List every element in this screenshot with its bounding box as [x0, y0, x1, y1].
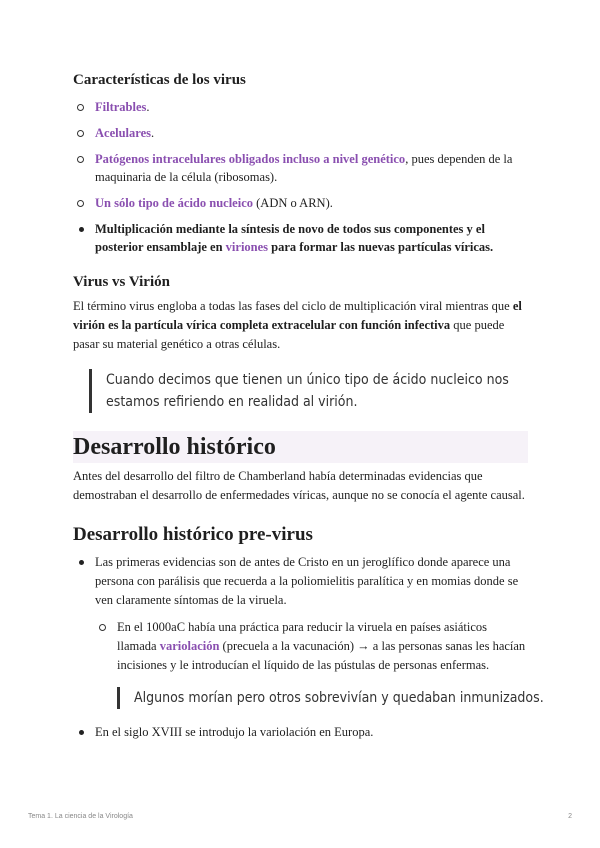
item-bold-text: para formar las nuevas partículas víricas.: [268, 240, 494, 254]
list-item: [73, 723, 528, 742]
item-bold-text: Multiplicación mediante la síntesis de novo de todos sus componentes y el posterior ensamblaje en: [95, 222, 485, 254]
section-title-pre-virus: Desarrollo histórico pre-virus: [73, 524, 313, 545]
para-bold-text: el virión es la partícula vírica completa extracelular con función infectiva: [73, 299, 522, 332]
section-title-caracteristicas: Características de los virus: [73, 72, 246, 88]
item-text: (precuela a la vacunación) → a las personas sanas les hacían incisiones y le introducían el líquido de las pústulas de personas enfermas.: [117, 639, 526, 672]
highlight-term: Filtrables: [95, 100, 147, 114]
page-footer: [28, 813, 572, 820]
list-item: [73, 150, 528, 186]
highlight-term: Un sólo tipo de ácido nucleico: [95, 196, 253, 210]
blockquote-virion: Cuando decimos que tienen un único tipo de ácido nucleico nos estamos refiriendo en realidad al virión.: [89, 369, 516, 413]
highlight-term: viriones: [225, 240, 269, 254]
footer-title: Tema 1. La ciencia de la Virología: [28, 813, 133, 820]
list-item: [73, 98, 528, 116]
highlight-term: Patógenos intracelulares obligados incluso a nivel genético: [95, 152, 406, 166]
item-text: .: [146, 100, 150, 114]
list-item: [73, 220, 528, 256]
item-text: (ADN o ARN).: [253, 196, 333, 210]
item-text: En el 1000aC había una práctica para reducir la viruela en países asiáticos llamada: [117, 620, 487, 653]
paragraph-desarrollo: Antes del desarrollo del filtro de Chamberland había determinadas evidencias que demostraban el desarrollo de enfermedades víricas, aunque no se conocía el agente causal.: [73, 469, 525, 502]
para-text: que puede pasar su material genético a otras células.: [73, 318, 505, 351]
list-item: [95, 618, 528, 675]
blockquote-variolacion: Algunos morían pero otros sobrevivían y quedaban inmunizados.: [117, 687, 528, 709]
item-text: .: [151, 126, 155, 140]
sub-list: [95, 618, 528, 675]
para-text: El término virus engloba a todas las fases del ciclo de multiplicación viral mientras que: [73, 299, 513, 313]
section-title-virus-vs-virion: Virus vs Virión: [73, 274, 170, 290]
item-text: En el siglo XVIII se introdujo la variolación en Europa.: [95, 725, 374, 739]
pre-virus-list: [73, 553, 544, 742]
list-item: [73, 553, 544, 709]
item-text: Las primeras evidencias son de antes de Cristo en un jeroglífico donde aparece una persona con parálisis que recuerda a la poliomielitis paralítica y en momias donde se ven claramente síntomas de la viruela.: [95, 555, 519, 607]
item-text: , pues dependen de la maquinaria de la célula (ribosomas).: [95, 152, 513, 184]
paragraph-virion: [73, 297, 528, 354]
highlight-term: Acelulares: [95, 126, 152, 140]
page-content: [73, 70, 544, 742]
caracteristicas-list-bold: [73, 220, 528, 256]
highlight-term: variolación: [159, 639, 220, 653]
list-item: [73, 124, 528, 142]
page-number: 2: [568, 813, 572, 820]
list-item: [73, 194, 528, 212]
caracteristicas-list: [73, 98, 528, 212]
section-title-desarrollo-historico: Desarrollo histórico: [73, 431, 528, 463]
